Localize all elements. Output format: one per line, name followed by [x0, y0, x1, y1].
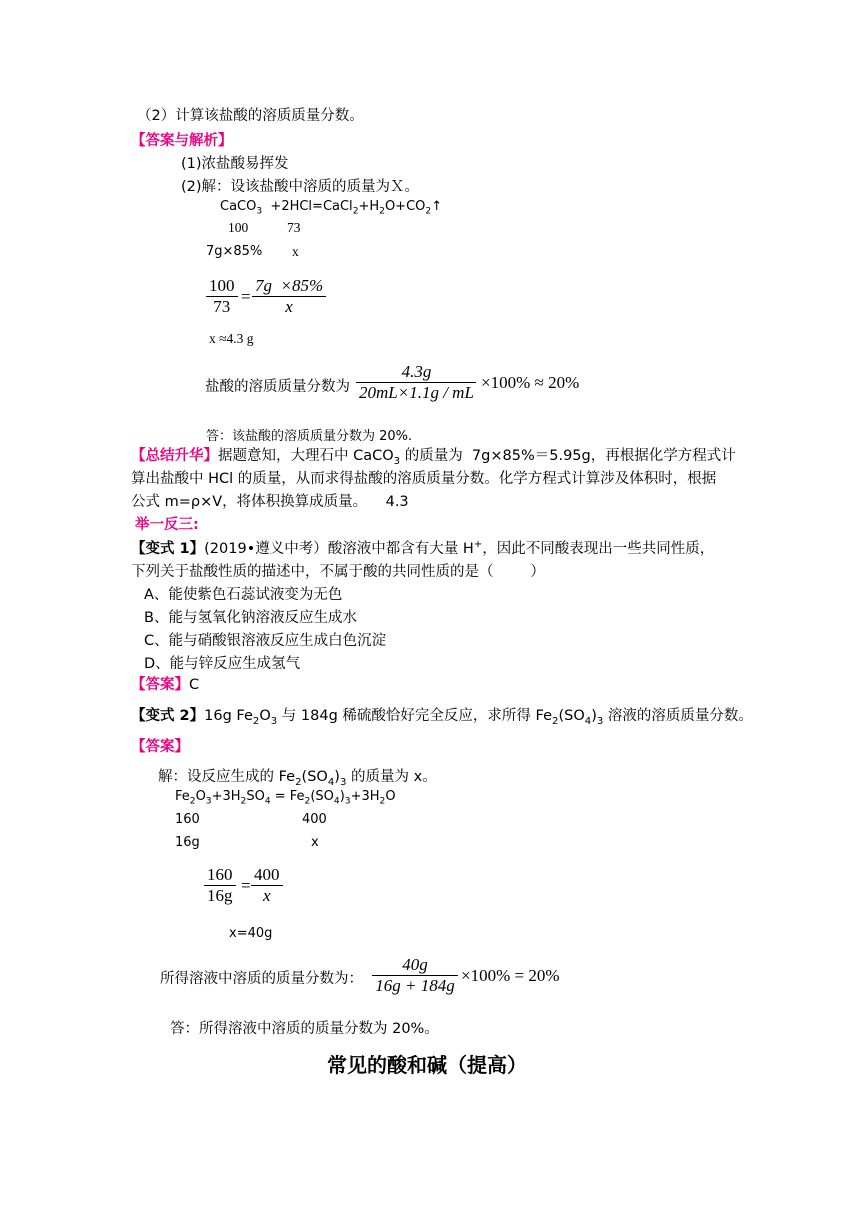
solution-intro: 解：设反应生成的 $Fe_2(SO_4)_3$ 的质量为 x。: [158, 769, 437, 788]
hcl-percentage-fraction: 4.3g 20mL×1.1g / mL: [356, 362, 477, 403]
summary-line-1: 【总结升华】据题意知，大理石中 CaCO$_3$ 的质量为 7g×85%＝5.95g，再根据化学方程式计: [131, 448, 736, 467]
examples-label: 举一反三:: [135, 517, 199, 533]
variant-1-line-2: 下列关于盐酸性质的描述中，不属于酸的共同性质的是（ ）: [131, 564, 545, 580]
ratio-fraction-right: 7g ×85% x: [252, 276, 326, 317]
summary-line-3: 公式 m=ρ×V，将体积换算成质量。 4.3: [131, 494, 409, 510]
molar-mass-hcl: 73: [287, 220, 301, 235]
summary-line-2: 算出盐酸中 HCl 的质量，从而求得盐酸的溶质质量分数。化学方程式计算涉及体积时，根据: [131, 471, 717, 487]
answer-1-statement: 答：该盐酸的溶质质量分数为 20%.: [206, 429, 413, 444]
hcl-percentage-label: 盐酸的溶质质量分数为: [205, 379, 350, 395]
answer-point-1: (1)浓盐酸易挥发: [181, 156, 289, 172]
given-mass-fe2o3: 16g: [175, 835, 200, 850]
hcl-percentage-tail: ×100% ≈ 20%: [481, 373, 580, 392]
equation-fe2o3-h2so4: $Fe_2O_3+3H_2SO_4 = Fe_2(SO_4)_3+3H_2O$: [175, 789, 396, 807]
question-part2: （2）计算该盐酸的溶质质量分数。: [137, 108, 364, 124]
section-title: 常见的酸和碱（提高）: [327, 1053, 527, 1077]
ratio-fraction-left: 100 73: [206, 276, 238, 317]
variant-2-question: 【变式 2】16g $Fe_2O_3$ 与 184g 稀硫酸恰好完全反应，求所得 $Fe_2(SO_4)_3$ 溶液的溶质质量分数。: [131, 708, 753, 727]
x-result: x=40g: [229, 926, 273, 941]
option-d: D、能与锌反应生成氢气: [144, 656, 301, 672]
answer-analysis-label: 【答案与解析】: [131, 133, 233, 149]
molar-mass-fe2o3: 160: [175, 812, 200, 827]
option-a: A、能使紫色石蕊试液变为无色: [144, 587, 343, 603]
option-c: C、能与硝酸银溶液反应生成白色沉淀: [144, 633, 387, 649]
unknown-x-2: x: [311, 835, 319, 850]
solution-percentage-label: 所得溶液中溶质的质量分数为：: [160, 971, 363, 987]
solution-percentage-fraction: 40g 16g + 184g: [372, 955, 458, 996]
option-b: B、能与氢氧化钠溶液反应生成水: [144, 610, 357, 626]
variant-1-answer: 【答案】C: [131, 677, 200, 693]
answer-2-label: 【答案】: [131, 739, 189, 755]
equals-sign-2: =: [241, 876, 251, 895]
equals-sign: =: [241, 287, 251, 306]
molar-mass-caco3: 100: [228, 220, 249, 235]
molar-mass-fe2so43: 400: [302, 812, 327, 827]
given-mass-caco3: 7g×85%: [206, 244, 263, 259]
solution-percentage-tail: ×100% = 20%: [461, 966, 560, 985]
ratio-fraction-right-2: 400 x: [251, 865, 283, 906]
variant-1-line-1: 【变式 1】(2019•遵义中考）酸溶液中都含有大量 H+，因此不同酸表现出一些共同性质，: [131, 539, 715, 557]
unknown-x: x: [292, 244, 299, 259]
equation-caco3-hcl: CaCO$_3$ $+2HCl=CaCl_2+H_2O+CO_2↑$: [220, 199, 443, 217]
ratio-fraction-left-2: 160 16g: [204, 865, 236, 906]
x-approx-result: x ≈4.3 g: [209, 331, 254, 346]
answer-2-statement: 答：所得溶液中溶质的质量分数为 20%。: [170, 1021, 439, 1037]
answer-point-2: (2)解：设该盐酸中溶质的质量为Ｘ。: [181, 179, 420, 195]
